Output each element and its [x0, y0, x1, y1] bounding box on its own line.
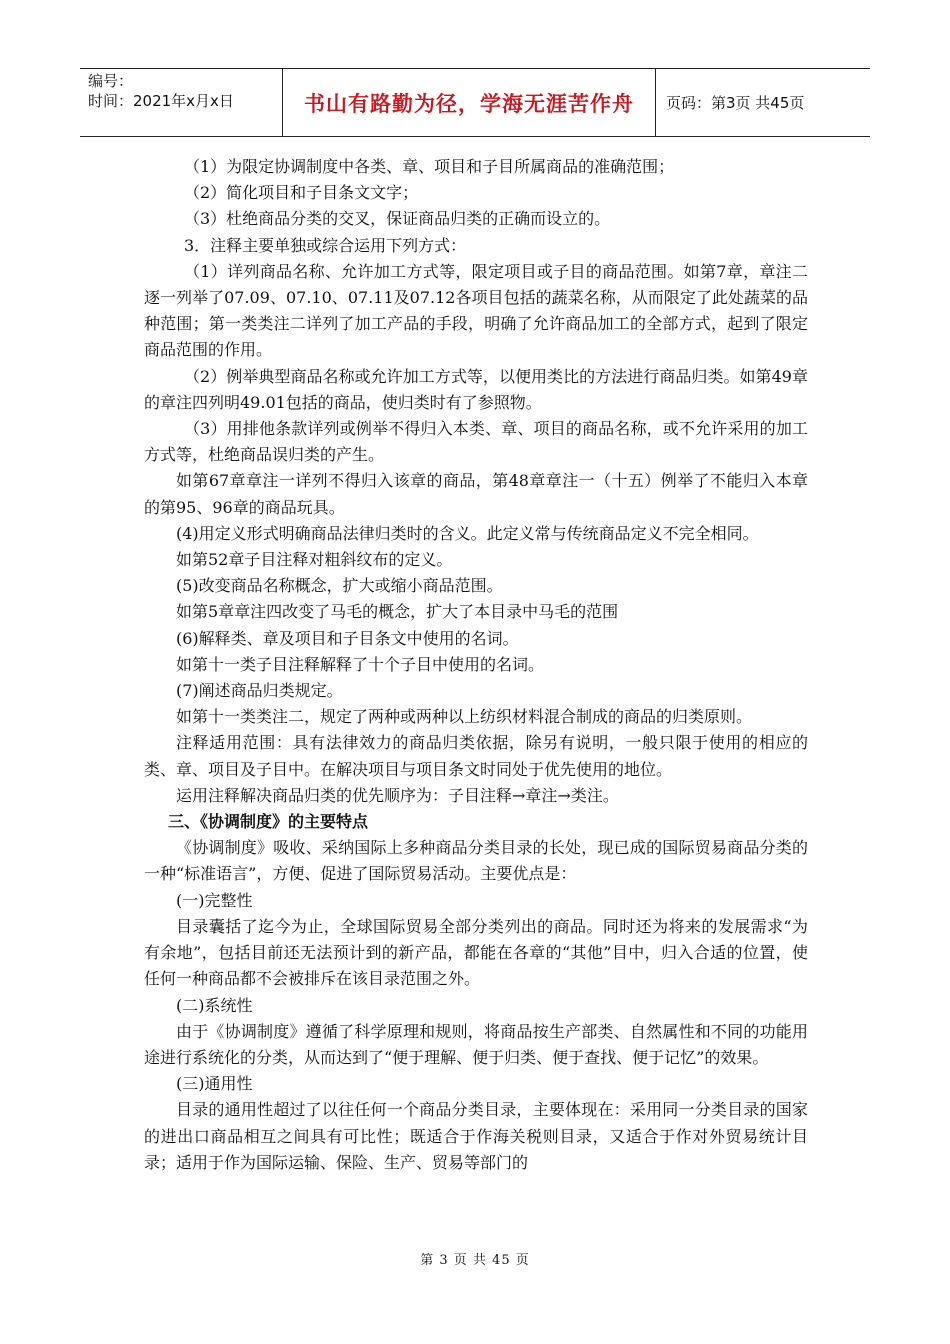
body-paragraph: 如第十一类子目注释解释了十个子目中使用的名词。 [176, 654, 545, 674]
document-number-label: 编号： [88, 72, 134, 90]
body-paragraph: (5)改变商品名称概念，扩大或缩小商品范围。 [176, 576, 503, 596]
body-paragraph: （3）杜绝商品分类的交叉，保证商品归类的正确而设立的。 [184, 209, 611, 229]
section-heading: 三、《协调制度》的主要特点 [168, 812, 369, 832]
body-paragraph: （1）为限定协调制度中各类、章、项目和子目所属商品的准确范围； [184, 157, 675, 176]
body-paragraph: 如第52章子目注释对粗斜纹布的定义。 [176, 550, 453, 570]
body-paragraph: 运用注释解决商品归类的优先顺序为：子目注释→章注→类注。 [176, 785, 619, 805]
body-paragraph: 如第67章章注一详列不得归入该章的商品，第48章章注一（十五）例举了不能归入本章的第95、96章的商品玩具。 [144, 471, 808, 517]
body-paragraph: 目录的通用性超过了以往任何一个商品分类目录，主要体现在：采用同一分类目录的国家的进出口商品相互之间具有可比性；既适合于作海关税则目录，又适合于作对外贸易统计目录；适用于作为国际运输、保险、生产、贸易等部门的 [144, 1100, 808, 1172]
document-date-label: 时间：2021年x月x日 [88, 92, 234, 110]
document-body [144, 154, 808, 1176]
page-header [80, 68, 870, 137]
body-paragraph: 《协调制度》吸收、采纳国际上多种商品分类目录的长处，现已成的国际贸易商品分类的一种“标准语言”，方便、促进了国际贸易活动。主要优点是： [144, 838, 808, 884]
body-paragraph: (4)用定义形式明确商品法律归类时的含义。此定义常与传统商品定义不完全相同。 [176, 523, 759, 543]
body-paragraph: (三)通用性 [176, 1074, 253, 1094]
body-paragraph: (7)阐述商品归类规定。 [176, 681, 343, 701]
body-paragraph: （2）简化项目和子目条文文字； [184, 183, 419, 203]
page-footer: 第 3 页 共 45 页 [420, 1253, 530, 1268]
body-paragraph: 3．注释主要单独或综合运用下列方式： [184, 235, 467, 255]
body-paragraph: 目录囊括了迄今为止，全球国际贸易全部分类列出的商品。同时还为将来的发展需求“为有余地”，包括目前还无法预计到的新产品，都能在各章的“其他”目中，归入合适的位置，使任何一种商品都不会被排斥在该目录范围之外。 [144, 916, 808, 989]
body-paragraph: 如第5章章注四改变了马毛的概念，扩大了本目录中马毛的范围 [176, 602, 619, 622]
body-paragraph: （3）用排他条款详列或例举不得归入本类、章、项目的商品名称，或不允许采用的加工方式等，杜绝商品误归类的产生。 [144, 419, 808, 465]
body-paragraph: 注释适用范围：具有法律效力的商品归类依据，除另有说明，一般只限于使用的相应的类、章、项目及子目中。在解决项目与项目条文时同处于优先使用的地位。 [144, 733, 808, 779]
body-paragraph: （1）详列商品名称、允许加工方式等，限定项目或子目的商品范围。如第7章，章注二逐一列举了07.09、07.10、07.11及07.12各项目包括的蔬菜名称，从而限定了此处蔬菜的品种范围；第一类类注二详列了加工产品的手段，明确了允许商品加工的全部方式，起到了限定商品范围的作用。 [144, 261, 808, 360]
body-paragraph: （2）例举典型商品名称或允许加工方式等，以便用类比的方法进行商品归类。如第49章的章注四列明49.01包括的商品，使归类时有了参照物。 [144, 366, 808, 412]
header-motto: 书山有路勤为径，学海无涯苦作舟 [283, 69, 656, 136]
body-paragraph: 由于《协调制度》遵循了科学原理和规则，将商品按生产部类、自然属性和不同的功能用途进行系统化的分类，从而达到了“便于理解、便于归类、便于查找、便于记忆”的效果。 [144, 1021, 808, 1067]
body-paragraph: (6)解释类、章及项目和子目条文中使用的名词。 [176, 628, 519, 648]
body-paragraph: 如第十一类类注二，规定了两种或两种以上纺织材料混合制成的商品的归类原则。 [176, 707, 753, 727]
body-paragraph: (二)系统性 [176, 995, 253, 1015]
header-meta [80, 69, 283, 136]
header-page-label: 页码：第3页 共45页 [666, 94, 805, 112]
body-paragraph: (一)完整性 [176, 890, 253, 910]
